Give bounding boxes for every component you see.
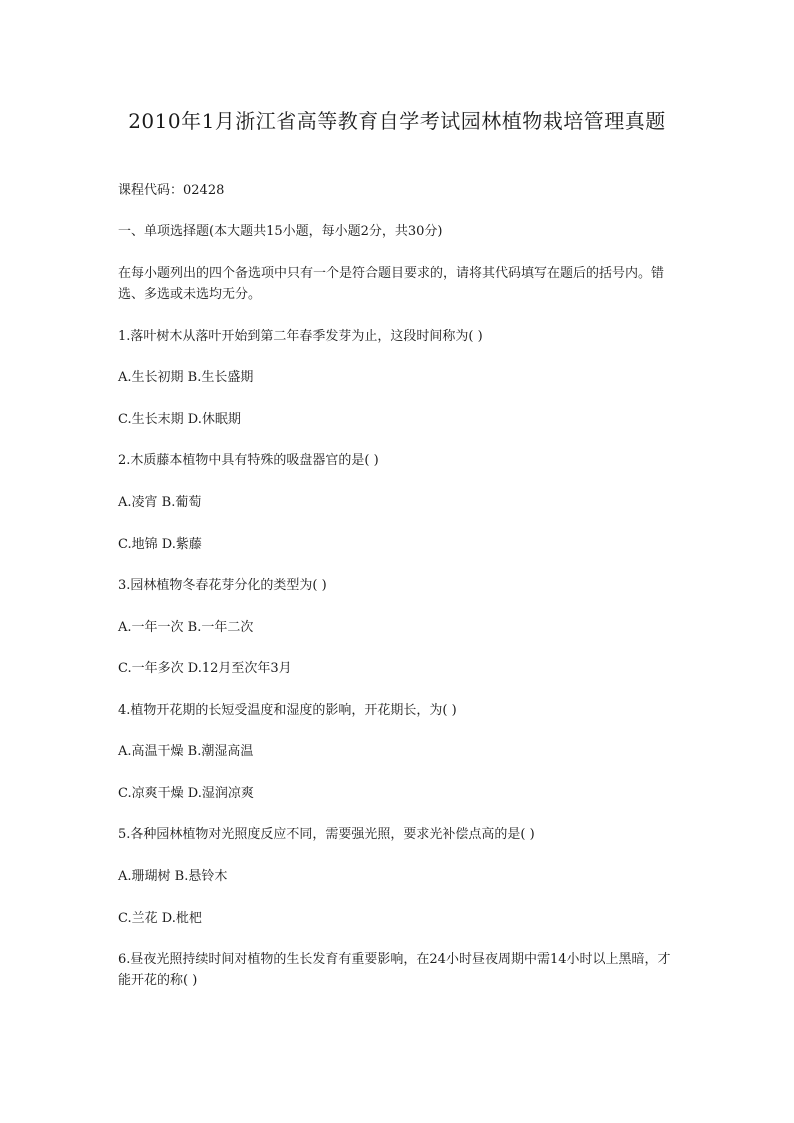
instructions: 在每小题列出的四个备选项中只有一个是符合题目要求的，请将其代码填写在题后的括号内。错选、多选或未选均无分。 xyxy=(118,266,665,302)
question-options: A.一年一次 B.一年二次 xyxy=(118,620,254,635)
question-stem: 4.植物开花期的长短受温度和湿度的影响，开花期长，为( ) xyxy=(118,703,457,718)
section-heading: 一、单项选择题(本大题共15小题，每小题2分，共30分) xyxy=(118,224,443,239)
question-options: C.一年多次 D.12月至次年3月 xyxy=(118,661,292,676)
question-options: A.珊瑚树 B.悬铃木 xyxy=(118,869,228,884)
question-stem: 1.落叶树木从落叶开始到第二年春季发芽为止，这段时间称为( ) xyxy=(118,329,483,344)
course-code: 课程代码：02428 xyxy=(118,183,225,198)
question-options: C.兰花 D.枇杷 xyxy=(118,911,202,926)
question-stem: 2.木质藤本植物中具有特殊的吸盘器官的是( ) xyxy=(118,453,379,468)
question-options: A.生长初期 B.生长盛期 xyxy=(118,370,254,385)
question-stem: 3.园林植物冬春花芽分化的类型为( ) xyxy=(118,578,327,593)
question-stem: 5.各种园林植物对光照度反应不同，需要强光照，要求光补偿点高的是( ) xyxy=(118,827,535,842)
question-options: C.地锦 D.紫藤 xyxy=(118,537,202,552)
question-options: A.高温干燥 B.潮湿高温 xyxy=(118,744,254,759)
question-options: C.凉爽干燥 D.湿润凉爽 xyxy=(118,786,254,801)
question-options: C.生长末期 D.休眠期 xyxy=(118,412,241,427)
question-stem: 6.昼夜光照持续时间对植物的生长发育有重要影响，在24小时昼夜周期中需14小时以上黑暗，才能开花的称( ) xyxy=(118,952,671,988)
page-title: 2010年1月浙江省高等教育自学考试园林植物栽培管理真题 xyxy=(128,109,666,133)
question-options: A.凌宵 B.葡萄 xyxy=(118,495,202,510)
